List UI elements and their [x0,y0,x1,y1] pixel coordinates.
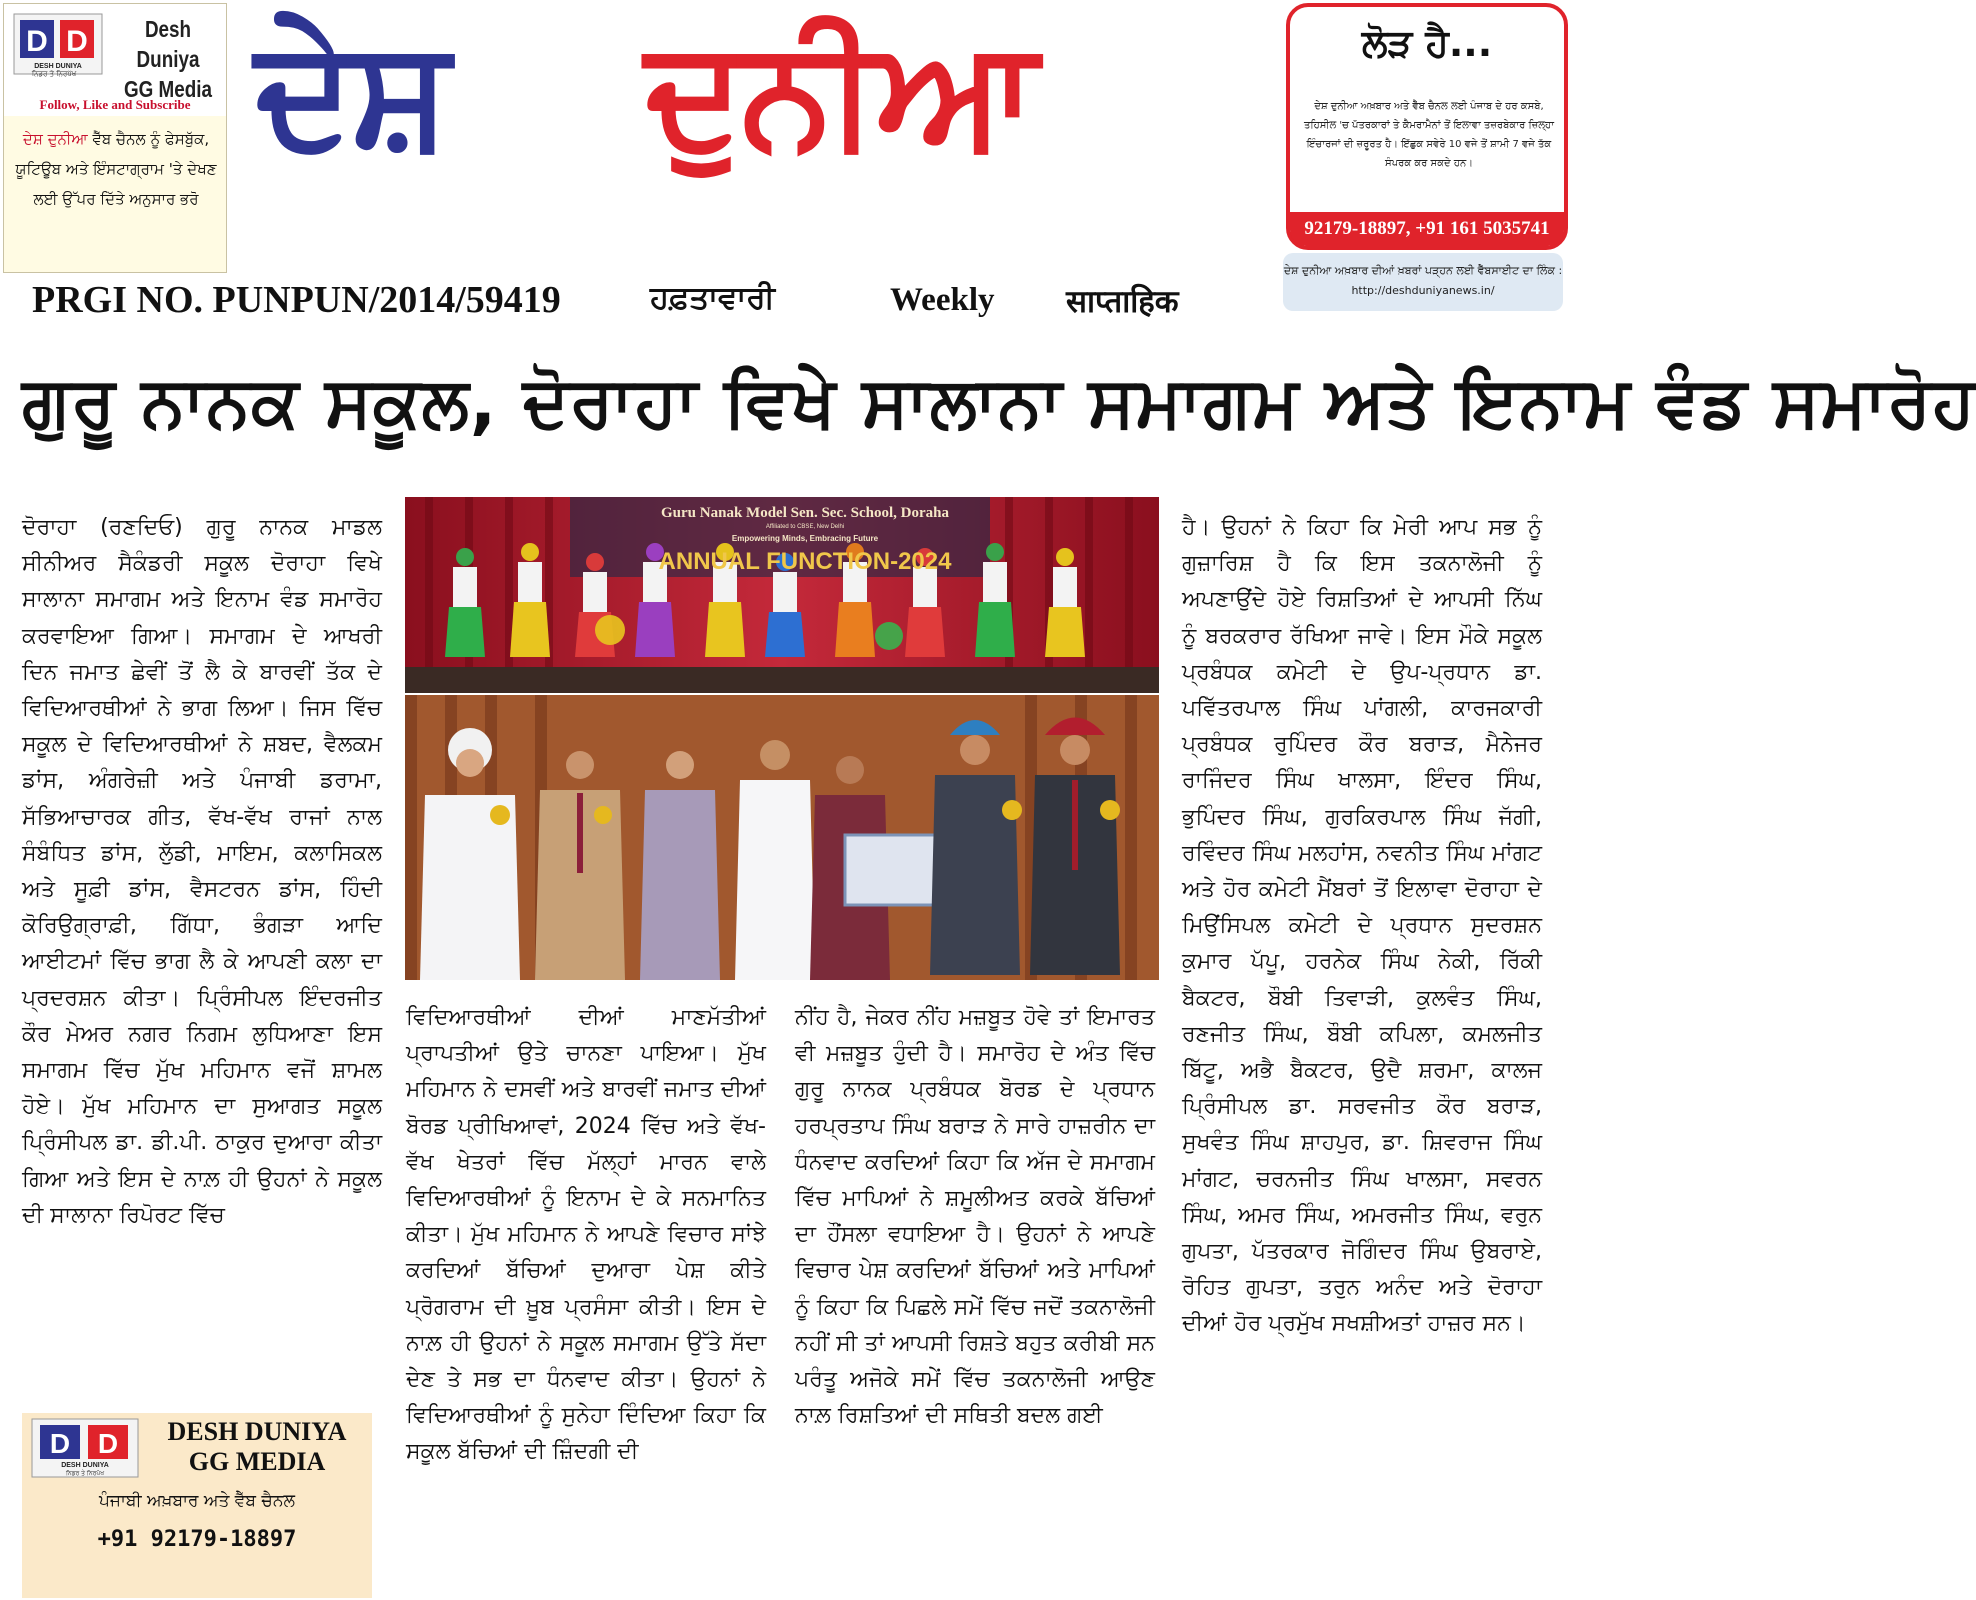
dd-sub-text: DESH DUNIYA [34,63,82,70]
dd-letter-2: D [66,25,88,58]
promo-dd-sub-text: DESH DUNIYA [61,1462,109,1469]
headline: ਗੁਰੂ ਨਾਨਕ ਸਕੂਲ, ਦੋਰਾਹਾ ਵਿਖੇ ਸਾਲਾਨਾ ਸਮਾਗਮ ਅਤੇ ਇਨਾਮ ਵੰਡ ਸਮਾਰੋਹ [22,361,1976,443]
stage-photo-graphic [405,497,1159,693]
wanted-ad [1286,3,1568,250]
banner-tagline: Empowering Minds, Embracing Future [731,534,879,543]
guests-group-photo [405,695,1159,980]
weekly-punjabi: ਹਫ਼ਤਾਵਾਰੀ [650,280,775,316]
article-column-2: ਵਿਦਿਆਰਥੀਆਂ ਦੀਆਂ ਮਾਣਮੱਤੀਆਂ ਪ੍ਰਾਪਤੀਆਂ ਉਤੇ ਚਾਨਣਾ ਪਾਇਆ। ਮੁੱਖ ਮਹਿਮਾਨ ਨੇ ਦਸਵੀਂ ਅਤੇ ਬਾਰਵੀਂ ਜਮਾਤ ਦੀਆਂ ਬੋਰਡ ਪ੍ਰੀਖਿਆਵਾਂ, 2024 ਵਿੱਚ ਅਤੇ ਵੱਖ-ਵੱਖ ਖੇਤਰਾਂ ਵਿੱਚ ਮੱਲ੍ਹਾਂ ਮਾਰਨ ਵਾਲੇ ਵਿਦਿਆਰਥੀਆਂ ਨੂੰ ਇਨਾਮ ਦੇ ਕੇ ਸਨਮਾਨਿਤ ਕੀਤਾ। ਮੁੱਖ ਮਹਿਮਾਨ ਨੇ ਆਪਣੇ ਵਿਚਾਰ ਸਾਂਝੇ ਕਰਦਿਆਂ ਬੱਚਿਆਂ ਦੁਆਰਾ ਪੇਸ਼ ਕੀਤੇ ਪ੍ਰੋਗਰਾਮ ਦੀ ਖ਼ੂਬ ਪ੍ਰਸੰਸਾ ਕੀਤੀ। ਇਸ ਦੇ ਨਾਲ਼ ਹੀ ਉਹਨਾਂ ਨੇ ਸਕੂਲ ਸਮਾਗਮ ਉੱਤੇ ਸੱਦਾ ਦੇਣ ਤੇ ਸਭ ਦਾ ਧੰਨਵਾਦ ਕੀਤਾ। ਉਹਨਾਂ ਨੇ ਵਿਦਿਆਰਥੀਆਂ ਨੂੰ ਸੁਨੇਹਾ ਦਿੰਦਿਆ ਕਿਹਾ ਕਿ ਸਕੂਲ ਬੱਚਿਆਂ ਦੀ ਜ਼ਿੰਦਗੀ ਦੀ [406,1005,766,1465]
logo-header [4,4,226,116]
promo-brand-line1: DESH DUNIYA [167,1417,347,1446]
promo-brand-line2: GG MEDIA [188,1447,326,1476]
promo-phone: +91 92179-18897 [97,1527,297,1552]
logo-brand-line1: Desh Duniya [136,16,200,72]
logo-message-highlight: ਦੇਸ਼ ਦੁਨੀਆ [22,130,88,148]
promo-tagline: ਨਿਡਰ ਤੇ ਨਿਰਪੱਖ [65,1470,105,1477]
logo-box [3,3,227,273]
masthead-word-1: ਦੇਸ਼ [255,7,447,181]
stage-performance-photo [405,497,1159,693]
logo-message [12,124,220,214]
website-note: ਦੇਸ਼ ਦੁਨੀਆ ਅਖ਼ਬਾਰ ਦੀਆਂ ਖ਼ਬਰਾਂ ਪੜ੍ਹਨ ਲਈ ਵੈੱਬਸਾਈਟ ਦਾ ਲਿੰਕ : http://deshduniyanews.in/ [1283,253,1563,311]
banner-title: ANNUAL FUNCTION-2024 [658,548,952,575]
wanted-ad-phone: 92179-18897, +91 161 5035741 [1290,212,1564,246]
logo-message-rest: ਵੈੱਬ ਚੈਨਲ ਨੂੰ ਫੇਸਬੁੱਕ, ਯੂਟਿਊਬ ਅਤੇ ਇੰਸਟਾਗ੍ਰਾਮ 'ਤੇ ਦੇਖਣ ਲਈ ਉੱਪਰ ਦਿੱਤੇ ਅਨੁਸਾਰ ਭਰੋ [15,130,217,208]
prgi-number: PRGI NO. PUNPUN/2014/59419 [32,279,561,321]
dd-letter-1: D [26,25,48,58]
wanted-ad-body: ਦੇਸ਼ ਦੁਨੀਆ ਅਖ਼ਬਾਰ ਅਤੇ ਵੈੱਬ ਚੈਨਲ ਲਈ ਪੰਜਾਬ ਦੇ ਹਰ ਕਸਬੇ, ਤਹਿਸੀਲ 'ਚ ਪੱਤਰਕਾਰਾਂ ਤੇ ਕੈਮਰਾਮੈਨਾਂ ਤੋਂ ਇਲਾਵਾ ਤਜ਼ਰਬੇਕਾਰ ਜ਼ਿਲ੍ਹਾ ਇੰਚਾਰਜਾਂ ਦੀ ਜ਼ਰੂਰਤ ਹੈ। ਇੱਛੁਕ ਸਵੇਰੇ 10 ਵਜੇ ਤੋਂ ਸ਼ਾਮੀ 7 ਵਜੇ ਤੱਕ ਸੰਪਰਕ ਕਰ ਸਕਦੇ ਹਨ। [1304,101,1554,169]
article-column-4: ਹੈ। ਉਹਨਾਂ ਨੇ ਕਿਹਾ ਕਿ ਮੇਰੀ ਆਪ ਸਭ ਨੂੰ ਗੁਜ਼ਾਰਿਸ਼ ਹੈ ਕਿ ਇਸ ਤਕਨਾਲੋਜੀ ਨੂੰ ਅਪਣਾਉਂਦੇ ਹੋਏ ਰਿਸ਼ਤਿਆਂ ਦੇ ਆਪਸੀ ਨਿੱਘ ਨੂੰ ਬਰਕਰਾਰ ਰੱਖਿਆ ਜਾਵੇ। ਇਸ ਮੌਕੇ ਸਕੂਲ ਪ੍ਰਬੰਧਕ ਕਮੇਟੀ ਦੇ ਉਪ-ਪ੍ਰਧਾਨ ਡਾ. ਪਵਿੱਤਰਪਾਲ ਸਿੰਘ ਪਾਂਗਲੀ, ਕਾਰਜਕਾਰੀ ਪ੍ਰਬੰਧਕ ਰੁਪਿੰਦਰ ਕੌਰ ਬਰਾੜ, ਮੈਨੇਜਰ ਰਾਜਿੰਦਰ ਸਿੰਘ ਖਾਲਸਾ, ਇੰਦਰ ਸਿੰਘ, ਭੁਪਿੰਦਰ ਸਿੰਘ, ਗੁਰਕਿਰਪਾਲ ਸਿੰਘ ਜੱਗੀ, ਰਵਿੰਦਰ ਸਿੰਘ ਮਲਹਾਂਸ, ਨਵਨੀਤ ਸਿੰਘ ਮਾਂਗਟ ਅਤੇ ਹੋਰ ਕਮੇਟੀ ਮੈਂਬਰਾਂ ਤੋਂ ਇਲਾਵਾ ਦੋਰਾਹਾ ਦੇ ਮਿਉਂਸਿਪਲ ਕਮੇਟੀ ਦੇ ਪ੍ਰਧਾਨ ਸੁਦਰਸ਼ਨ ਕੁਮਾਰ ਪੱਪੂ, ਹਰਨੇਕ ਸਿੰਘ ਨੇਕੀ, ਰਿੱਕੀ ਬੈਕਟਰ, ਬੌਬੀ ਤਿਵਾੜੀ, ਕੁਲਵੰਤ ਸਿੰਘ, ਰਣਜੀਤ ਸਿੰਘ, ਬੌਬੀ ਕਪਿਲਾ, ਕਮਲਜੀਤ ਬਿੱਟੂ, ਅਭੈ ਬੈਕਟਰ, ਉਦੈ ਸ਼ਰਮਾ, ਕਾਲਜ ਪ੍ਰਿੰਸੀਪਲ ਡਾ. ਸਰਵਜੀਤ ਕੌਰ ਬਰਾੜ, ਸੁਖਵੰਤ ਸਿੰਘ ਸ਼ਾਹਪੁਰ, ਡਾ. ਸ਼ਿਵਰਾਜ ਸਿੰਘ ਮਾਂਗਟ, ਚਰਨਜੀਤ ਸਿੰਘ ਖਾਲਸਾ, ਸਵਰਨ ਸਿੰਘ, ਅਮਰ ਸਿੰਘ, ਅਮਰਜੀਤ ਸਿੰਘ, ਵਰੁਨ ਗੁਪਤਾ, ਪੱਤਰਕਾਰ ਜੋਗਿੰਦਰ ਸਿੰਘ ਉਬਰਾਏ, ਰੋਹਿਤ ਗੁਪਤਾ, ਤਰੁਨ ਅਨੰਦ ਅਤੇ ਦੋਰਾਹਾ ਦੀਆਂ ਹੋਰ ਪ੍ਰਮੁੱਖ ਸਖਸ਼ੀਅਤਾਂ ਹਾਜ਼ਰ ਸਨ। [1182,515,1542,1337]
logo-brand [122,14,214,104]
masthead-word-2: ਦੁਨੀਆ [645,7,1035,181]
weekly-english: Weekly [890,282,995,318]
follow-text: Follow, Like and Subscribe [39,97,191,112]
banner-school-name: Guru Nanak Model Sen. Sec. School, Doraha [661,505,949,521]
weekly-hindi: साप्ताहिक [1066,284,1179,320]
promo-dd-logo-icon [30,1417,140,1481]
article-column-1: ਦੋਰਾਹਾ (ਰਣਦਿਓ) ਗੁਰੂ ਨਾਨਕ ਮਾਡਲ ਸੀਨੀਅਰ ਸੈਕੰਡਰੀ ਸਕੂਲ ਦੋਰਾਹਾ ਵਿਖੇ ਸਾਲਾਨਾ ਸਮਾਗਮ ਅਤੇ ਇਨਾਮ ਵੰਡ ਸਮਾਰੋਹ ਕਰਵਾਇਆ ਗਿਆ। ਸਮਾਗਮ ਦੇ ਆਖਰੀ ਦਿਨ ਜਮਾਤ ਛੇਵੀਂ ਤੋਂ ਲੈ ਕੇ ਬਾਰਵੀਂ ਤੱਕ ਦੇ ਵਿਦਿਆਰਥੀਆਂ ਨੇ ਭਾਗ ਲਿਆ। ਜਿਸ ਵਿੱਚ ਸਕੂਲ ਦੇ ਵਿਦਿਆਰਥੀਆਂ ਨੇ ਸ਼ਬਦ, ਵੈਲਕਮ ਡਾਂਸ, ਅੰਗਰੇਜ਼ੀ ਅਤੇ ਪੰਜਾਬੀ ਡਰਾਮਾ, ਸੱਭਿਆਚਾਰਕ ਗੀਤ, ਵੱਖ-ਵੱਖ ਰਾਜਾਂ ਨਾਲ ਸੰਬੰਧਿਤ ਡਾਂਸ, ਲੁੱਡੀ, ਮਾਇਮ, ਕਲਾਸਿਕਲ ਅਤੇ ਸੂਫ਼ੀ ਡਾਂਸ, ਵੈਸਟਰਨ ਡਾਂਸ, ਹਿੰਦੀ ਕੋਰਿਉਗ੍ਰਾਫ਼ੀ, ਗਿੱਧਾ, ਭੰਗੜਾ ਆਦਿ ਆਈਟਮਾਂ ਵਿੱਚ ਭਾਗ ਲੈ ਕੇ ਆਪਣੀ ਕਲਾ ਦਾ ਪ੍ਰਦਰਸ਼ਨ ਕੀਤਾ। ਪ੍ਰਿੰਸੀਪਲ ਇੰਦਰਜੀਤ ਕੌਰ ਮੇਅਰ ਨਗਰ ਨਿਗਮ ਲੁਧਿਆਣਾ ਇਸ ਸਮਾਗਮ ਵਿੱਚ ਮੁੱਖ ਮਹਿਮਾਨ ਵਜੋਂ ਸ਼ਾਮਲ ਹੋਏ। ਮੁੱਖ ਮਹਿਮਾਨ ਦਾ ਸੁਆਗਤ ਸਕੂਲ ਪ੍ਰਿੰਸੀਪਲ ਡਾ. ਡੀ.ਪੀ. ਠਾਕੁਰ ਦੁਆਰਾ ਕੀਤਾ ਗਿਆ ਅਤੇ ਇਸ ਦੇ ਨਾਲ਼ ਹੀ ਉਹਨਾਂ ਨੇ ਸਕੂਲ ਦੀ ਸਾਲਾਨਾ ਰਿਪੋਰਟ ਵਿੱਚ [22,515,382,1228]
article-column-3: ਨੀਂਹ ਹੈ, ਜੇਕਰ ਨੀਂਹ ਮਜ਼ਬੂਤ ਹੋਵੇ ਤਾਂ ਇਮਾਰਤ ਵੀ ਮਜ਼ਬੂਤ ਹੁੰਦੀ ਹੈ। ਸਮਾਰੋਹ ਦੇ ਅੰਤ ਵਿੱਚ ਗੁਰੂ ਨਾਨਕ ਪ੍ਰਬੰਧਕ ਬੋਰਡ ਦੇ ਪ੍ਰਧਾਨ ਹਰਪ੍ਰਤਾਪ ਸਿੰਘ ਬਰਾੜ ਨੇ ਸਾਰੇ ਹਾਜ਼ਰੀਨ ਦਾ ਧੰਨਵਾਦ ਕਰਦਿਆਂ ਕਿਹਾ ਕਿ ਅੱਜ ਦੇ ਸਮਾਗਮ ਵਿੱਚ ਮਾਪਿਆਂ ਨੇ ਸ਼ਮੂਲੀਅਤ ਕਰਕੇ ਬੱਚਿਆਂ ਦਾ ਹੌਂਸਲਾ ਵਧਾਇਆ ਹੈ। ਉਹਨਾਂ ਨੇ ਆਪਣੇ ਵਿਚਾਰ ਪੇਸ਼ ਕਰਦਿਆਂ ਬੱਚਿਆਂ ਅਤੇ ਮਾਪਿਆਂ ਨੂੰ ਕਿਹਾ ਕਿ ਪਿਛਲੇ ਸਮੇਂ ਵਿੱਚ ਜਦੋਂ ਤਕਨਾਲੋਜੀ ਨਹੀਂ ਸੀ ਤਾਂ ਆਪਸੀ ਰਿਸ਼ਤੇ ਬਹੁਤ ਕਰੀਬੀ ਸਨ ਪਰੰਤੂ ਅਜੋਕੇ ਸਮੇਂ ਵਿੱਚ ਤਕਨਾਲੋਜੀ ਆਉਣ ਨਾਲ਼ ਰਿਸ਼ਤਿਆਂ ਦੀ ਸਥਿਤੀ ਬਦਲ ਗਈ [795,1005,1155,1429]
promo-brand [146,1417,368,1477]
promo-subtitle: ਪੰਜਾਬੀ ਅਖ਼ਬਾਰ ਅਤੇ ਵੈੱਬ ਚੈਨਲ [98,1491,296,1511]
banner-affiliation: Affiliated to CBSE, New Delhi [765,524,845,530]
group-photo-graphic [405,695,1159,980]
logo-brand-line2: GG Media [123,76,213,102]
promo-box [22,1413,372,1598]
wanted-ad-title: ਲੋੜ ਹੈ... [1361,21,1493,65]
promo-dd-letter-1: D [49,1428,71,1459]
promo-dd-letter-2: D [97,1428,119,1459]
logo-tagline: ਨਿਡਰ ਤੇ ਨਿਰਪੱਖ [31,70,77,78]
